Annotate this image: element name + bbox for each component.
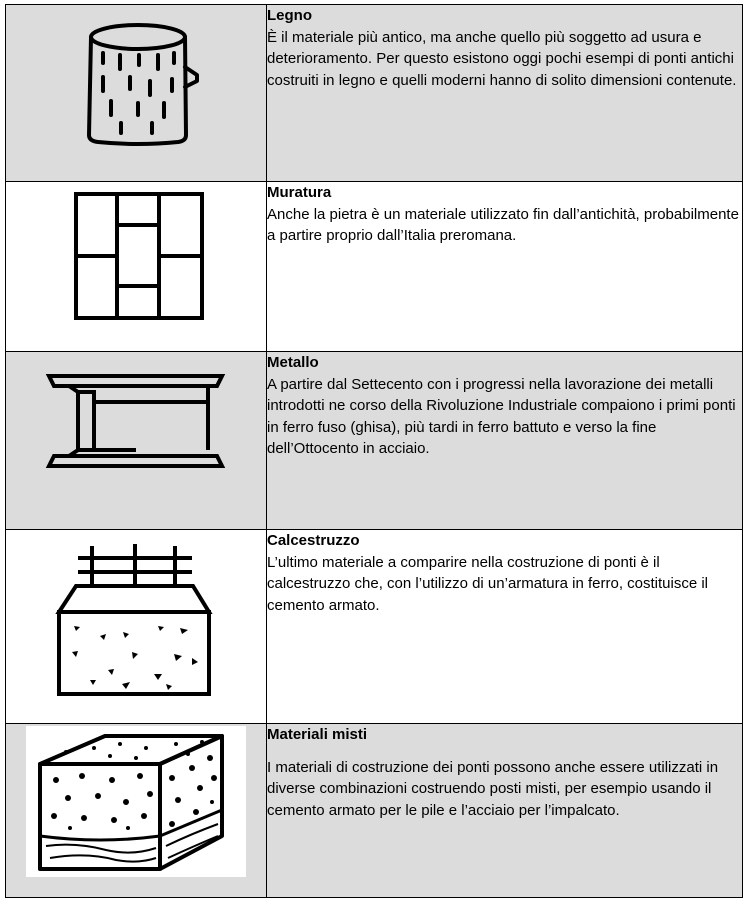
- materials-table: [5, 4, 743, 898]
- table-row: [6, 530, 743, 724]
- material-title: Metallo: [267, 354, 319, 371]
- text-cell: [267, 182, 743, 352]
- steel-beam-icon: [6, 352, 267, 530]
- text-cell: [267, 352, 743, 530]
- table-row: [6, 182, 743, 352]
- text-cell: [267, 5, 743, 182]
- wood-log-icon: [6, 5, 267, 182]
- material-title: Calcestruzzo: [267, 532, 360, 549]
- material-description: È il materiale più antico, ma anche quello più soggetto ad usura e deterioramento. Per questo esistono oggi pochi esempi di ponti antichi costruiti in legno e quelli moderni hanno di solito dimensioni contenute.: [267, 28, 737, 89]
- material-description: I materiali di costruzione dei ponti possono anche essere utilizzati in diverse combinazioni costruendo posti misti, per esempio usando il cemento armato per le pile e l’acciaio per l’impalcato.: [267, 758, 719, 819]
- material-title: Materiali misti: [267, 726, 368, 743]
- text-cell: [267, 530, 743, 724]
- icon-cell: [6, 5, 267, 182]
- icon-cell: [6, 724, 267, 898]
- table-row: [6, 5, 743, 182]
- icon-cell: [6, 352, 267, 530]
- table-row: [6, 724, 743, 898]
- material-title: Legno: [267, 7, 312, 24]
- icon-cell: [6, 530, 267, 724]
- material-description: A partire dal Settecento con i progressi nella lavorazione dei metalli introdotti ne corso della Rivoluzione Industriale compaiono i primi ponti in ferro fuso (ghisa), più tardi in ferro battuto e verso la fine dell’Ottocento in acciaio.: [267, 375, 736, 457]
- reinforced-concrete-icon: [6, 530, 267, 724]
- masonry-bricks-icon: [6, 182, 267, 352]
- material-description: L’ultimo materiale a comparire nella costruzione di ponti è il calcestruzzo che, con l’utilizzo di un’armatura in ferro, costituisce il cemento armato.: [267, 553, 709, 614]
- icon-cell: [6, 182, 267, 352]
- table-row: [6, 352, 743, 530]
- material-title: Muratura: [267, 184, 332, 201]
- material-description: Anche la pietra è un materiale utilizzato fin dall’antichità, probabilmente a partire proprio dall’Italia preromana.: [267, 205, 739, 244]
- mixed-materials-block-icon: [6, 724, 267, 898]
- text-cell: [267, 724, 743, 898]
